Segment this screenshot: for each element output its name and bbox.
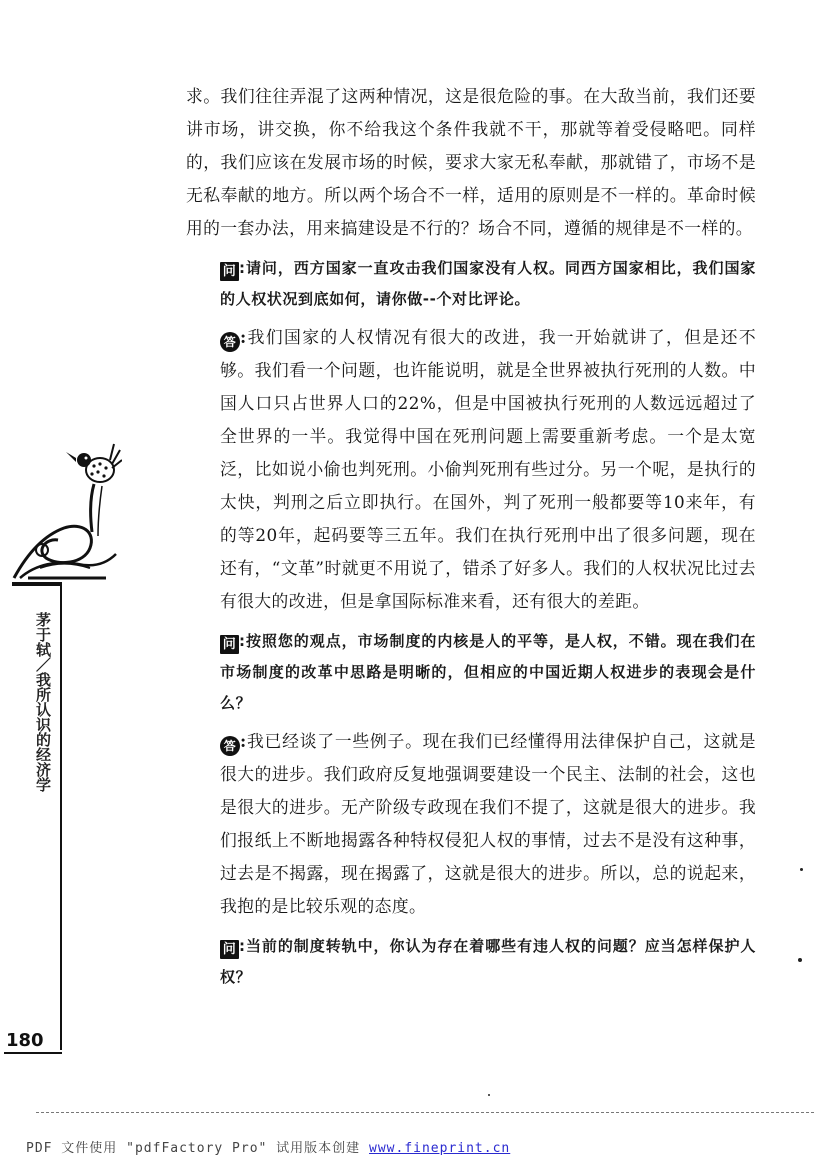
footer-text: PDF 文件使用 "pdfFactory Pro" 试用版本创建	[26, 1141, 370, 1156]
bird-illustration-icon	[6, 436, 122, 582]
question-2: 问 :按照您的观点，市场制度的内核是人的平等，是人权，不错。现在我们在市场制度的改革中思路是明晰的，但相应的中国近期人权进步的表现会是什么？	[220, 632, 756, 712]
answer-2: 答 :我已经谈了一些例子。现在我们已经懂得用法律保护自己，这就是很大的进步。我们政府反复地强调要建设一个民主、法制的社会，这也是很大的进步。无产阶级专政现在我们不提了，这就是很大的进步。我们报纸上不断地揭露各种特权侵犯人权的事情，过去不是没有这种事，过去是不揭露，现在揭露了，这就是很大的进步。所以，总的说起来，我抱的是比较乐观的态度。	[220, 731, 756, 916]
answer-1-text: 我们国家的人权情况有很大的改进，我一开始就讲了，但是还不够。我们看一个问题，也许能说明，就是全世界被执行死刑的人数。中国人口只占世界人口的22%，但是中国被执行死刑的人数远远超过了全世界的一半。我觉得中国在死刑问题上需要重新考虑。一个是太宽泛，比如说小偷也判死刑。小偷判死刑有些过分。另一个呢，是执行的太快，判刑之后立即执行。在国外，判了死刑一般都要等10来年，有的等20年，起码要等三五年。我们在执行死刑中出了很多问题，现在还有，“文革”时就更不用说了，错杀了好多人。我们的人权状况比过去有很大的改进，但是拿国际标准来看，还有很大的差距。	[220, 327, 756, 611]
margin-thick-rule	[12, 582, 62, 586]
answer-2-text: 我已经谈了一些例子。现在我们已经懂得用法律保护自己，这就是很大的进步。我们政府反复地强调要建设一个民主、法制的社会，这也是很大的进步。无产阶级专政现在我们不提了，这就是很大的进步。我们报纸上不断地揭露各种特权侵犯人权的事情，过去不是没有这种事，过去是不揭露，现在揭露了，这就是很大的进步。所以，总的说起来，我抱的是比较乐观的态度。	[220, 731, 756, 916]
question-1-text: 请问，西方国家一直攻击我们国家没有人权。同西方国家相比，我们国家的人权状况到底如何，请你做--个对比评论。	[220, 259, 756, 308]
page-number-rule	[4, 1052, 62, 1054]
main-text-column	[186, 80, 756, 993]
footer-link[interactable]: www.fineprint.cn	[369, 1141, 511, 1156]
scan-speck	[800, 868, 803, 871]
margin-vertical-rule	[60, 582, 62, 1050]
page-number: 180	[6, 1030, 44, 1051]
question-icon: 问	[220, 940, 239, 959]
question-2-text: 按照您的观点，市场制度的内核是人的平等，是人权，不错。现在我们在市场制度的改革中思路是明晰的，但相应的中国近期人权进步的表现会是什么？	[220, 632, 756, 712]
paragraph-continuation: 求。我们往往弄混了这两种情况，这是很危险的事。在大敌当前，我们还要讲市场，讲交换，你不给我这个条件我就不干，那就等着受侵略吧。同样的，我们应该在发展市场的时候，要求大家无私奉献，那就错了，市场不是无私奉献的地方。所以两个场合不一样，适用的原则是不一样的。革命时候用的一套办法，用来搞建设是不行的？场合不同，遵循的规律是不一样的。	[186, 86, 756, 238]
running-book-title: 茅于轼／我所认识的经济学	[34, 612, 52, 792]
question-icon: 问	[220, 635, 239, 654]
scan-speck	[798, 958, 802, 962]
answer-icon: 答	[220, 332, 240, 352]
answer-icon: 答	[220, 736, 240, 756]
answer-1: 答 :我们国家的人权情况有很大的改进，我一开始就讲了，但是还不够。我们看一个问题，也许能说明，就是全世界被执行死刑的人数。中国人口只占世界人口的22%，但是中国被执行死刑的人数远远超过了全世界的一半。我觉得中国在死刑问题上需要重新考虑。一个是太宽泛，比如说小偷也判死刑。小偷判死刑有些过分。另一个呢，是执行的太快，判刑之后立即执行。在国外，判了死刑一般都要等10来年，有的等20年，起码要等三五年。我们在执行死刑中出了很多问题，现在还有，“文革”时就更不用说了，错杀了好多人。我们的人权状况比过去有很大的改进，但是拿国际标准来看，还有很大的差距。	[220, 327, 756, 611]
question-3-text: 当前的制度转轨中，你认为存在着哪些有违人权的问题？应当怎样保护人权？	[220, 937, 756, 986]
question-icon: 问	[220, 262, 239, 281]
pdf-footer	[26, 1137, 510, 1156]
question-1: 问 :请问，西方国家一直攻击我们国家没有人权。同西方国家相比，我们国家的人权状况到底如何，请你做--个对比评论。	[220, 259, 756, 308]
question-3: 问 :当前的制度转轨中，你认为存在着哪些有违人权的问题？应当怎样保护人权？	[220, 937, 756, 986]
scan-speck	[488, 1094, 490, 1096]
page-bottom-rule	[36, 1112, 814, 1113]
